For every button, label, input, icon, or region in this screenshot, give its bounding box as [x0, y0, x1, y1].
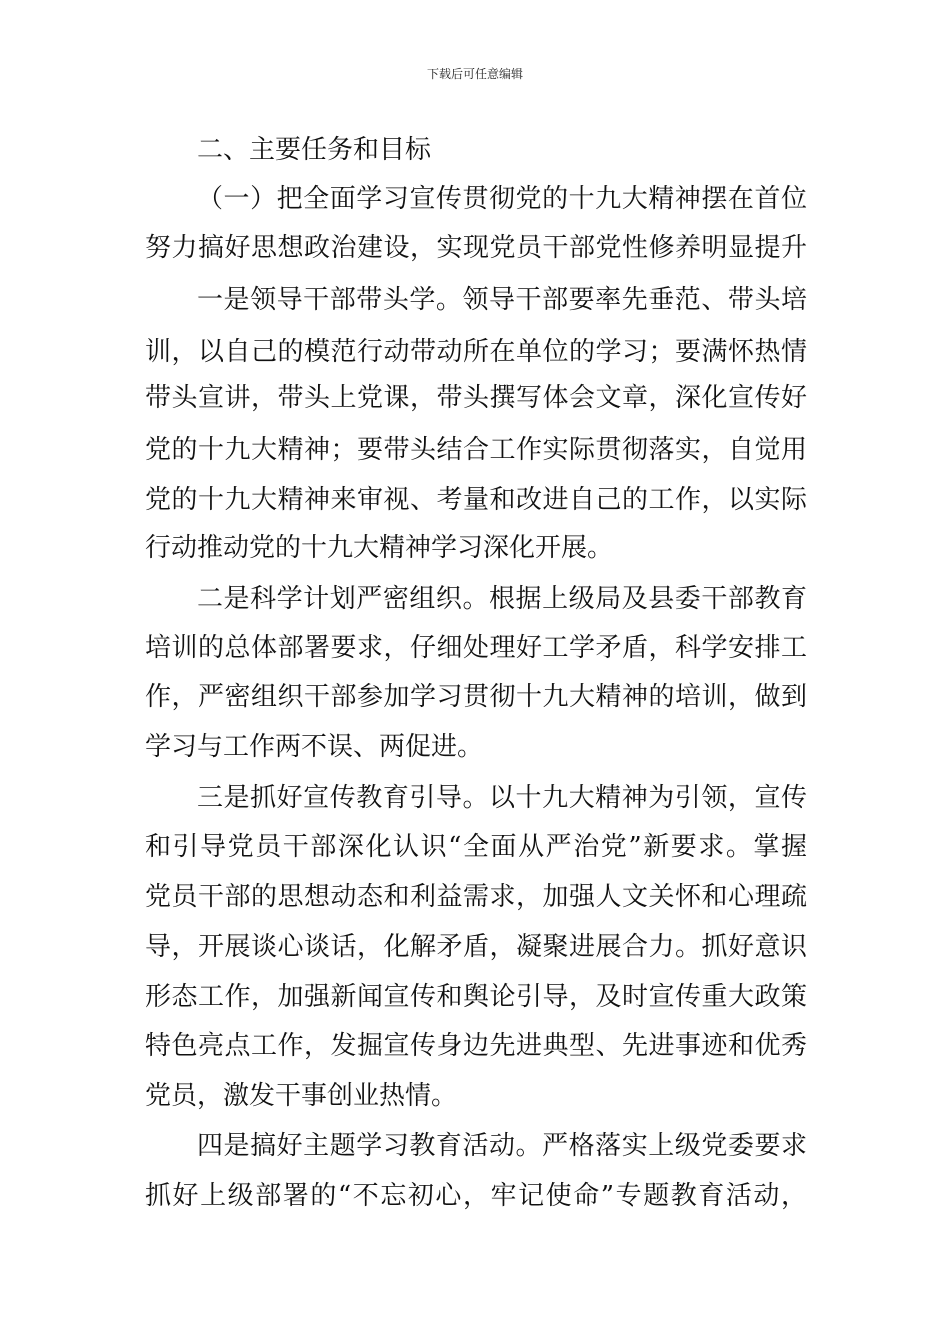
paragraph-2-line-1: 二是科学计划严密组织。根据上级局及县委干部教育: [197, 584, 808, 614]
paragraph-3-line-4: 导，开展谈心谈话，化解矛盾，凝聚进展合力。抓好意识: [145, 932, 808, 962]
paragraph-3-line-1: 三是抓好宣传教育引导。以十九大精神为引领，宣传: [197, 783, 808, 813]
page-header: 下载后可任意编辑: [426, 67, 523, 81]
paragraph-3-line-5: 形态工作，加强新闻宣传和舆论引导，及时宣传重大政策: [145, 982, 808, 1012]
paragraph-2-line-3: 作，严密组织干部参加学习贯彻十九大精神的培训，做到: [145, 682, 808, 712]
subsection-heading-line-1: （一）把全面学习宣传贯彻党的十九大精神摆在首位: [197, 184, 808, 214]
paragraph-4-line-1: 四是搞好主题学习教育活动。严格落实上级党委要求: [197, 1131, 808, 1161]
paragraph-1-line-2: 训，以自己的模范行动带动所在单位的学习；要满怀热情: [145, 337, 808, 367]
section-heading: 二、主要任务和目标: [197, 135, 432, 165]
paragraph-3-line-3: 党员干部的思想动态和利益需求，加强人文关怀和心理疏: [145, 882, 808, 912]
paragraph-1-line-6: 行动推动党的十九大精神学习深化开展。: [145, 533, 614, 563]
paragraph-4-line-2: 抓好上级部署的“不忘初心，牢记使命”专题教育活动，: [145, 1181, 809, 1211]
paragraph-3-line-7: 党员，激发干事创业热情。: [145, 1081, 458, 1111]
subsection-heading-line-2: 努力搞好思想政治建设，实现党员干部党性修养明显提升: [145, 233, 808, 263]
paragraph-1-line-1: 一是领导干部带头学。领导干部要率先垂范、带头培: [197, 285, 808, 315]
paragraph-2-line-4: 学习与工作两不误、两促进。: [145, 732, 484, 762]
paragraph-1-line-5: 党的十九大精神来审视、考量和改进自己的工作，以实际: [145, 485, 808, 515]
paragraph-3-line-2: 和引导党员干部深化认识“全面从严治党”新要求。掌握: [145, 832, 809, 862]
paragraph-2-line-2: 培训的总体部署要求，仔细处理好工学矛盾，科学安排工: [145, 633, 808, 663]
paragraph-3-line-6: 特色亮点工作，发掘宣传身边先进典型、先进事迹和优秀: [145, 1031, 808, 1061]
paragraph-1-line-4: 党的十九大精神；要带头结合工作实际贯彻落实，自觉用: [145, 435, 808, 465]
paragraph-1-line-3: 带头宣讲，带头上党课，带头撰写体会文章，深化宣传好: [145, 383, 808, 413]
